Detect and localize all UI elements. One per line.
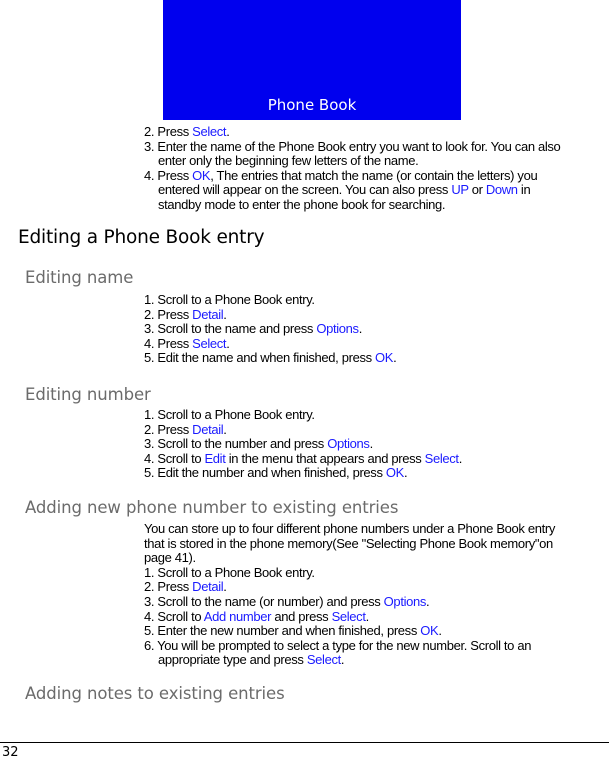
step: 1. Scroll to a Phone Book entry. <box>144 564 315 580</box>
key-label: Options <box>327 436 370 452</box>
step: 5. Edit the number and when finished, press OK. <box>144 465 408 481</box>
step: 4. Scroll to Add number and press Select. <box>144 608 369 624</box>
key-label: OK <box>375 350 394 366</box>
key-label: Detail <box>192 421 224 437</box>
step-continuation: standby mode to enter the phone book for searching. <box>158 196 446 212</box>
step: 4. Press Select. <box>144 335 230 351</box>
editing-name-steps <box>144 293 396 366</box>
key-label: OK <box>385 465 404 481</box>
subsection-title-adding-notes: Adding notes to existing entries <box>25 684 285 703</box>
step: 5. Enter the new number and when finished, press OK. <box>144 623 442 639</box>
step: 3. Scroll to the name and press Options. <box>144 321 362 337</box>
step: 3. Scroll to the number and press Options. <box>144 436 373 452</box>
search-steps <box>144 125 560 213</box>
subsection-title-editing-number: Editing number <box>25 385 151 404</box>
step-continuation: appropriate type and press Select. <box>158 652 345 668</box>
key-label: Select <box>331 608 366 624</box>
intro-line: page 41). <box>144 550 196 566</box>
key-label: OK <box>420 623 439 639</box>
step: 3. Enter the name of the Phone Book entry you want to look for. You can also <box>144 138 561 154</box>
subsection-title-adding-number: Adding new phone number to existing entries <box>25 498 399 517</box>
key-label: Edit <box>204 450 226 466</box>
step: 2. Press Detail. <box>144 421 227 437</box>
key-label: UP <box>451 182 469 198</box>
screen-title: Phone Book <box>267 96 357 114</box>
subsection-title-editing-name: Editing name <box>25 268 134 287</box>
intro-line: that is stored in the phone memory(See "Selecting Phone Book memory"on <box>144 535 553 551</box>
key-label: Add number <box>203 608 272 624</box>
key-label: Detail <box>192 306 224 322</box>
key-label: Select <box>192 335 227 351</box>
phone-screen-image <box>163 0 461 120</box>
intro-line: You can store up to four different phone numbers under a Phone Book entry <box>144 521 555 536</box>
step-continuation: entered will appear on the screen. You can also press UP or Down in <box>158 182 531 198</box>
step: 5. Edit the name and when finished, press OK. <box>144 350 397 366</box>
key-label: Down <box>485 182 518 198</box>
page-number: 32 <box>2 745 19 760</box>
key-label: Options <box>316 321 359 337</box>
step: 4. Press OK, The entries that match the name (or contain the letters) you <box>144 167 538 183</box>
step: 1. Scroll to a Phone Book entry. <box>144 407 315 422</box>
step: 6. You will be prompted to select a type for the new number. Scroll to an <box>144 637 532 653</box>
step: 3. Scroll to the name (or number) and press Options. <box>144 593 430 609</box>
key-label: Select <box>192 124 227 139</box>
step: 1. Scroll to a Phone Book entry. <box>144 292 315 307</box>
key-label: Select <box>424 450 459 466</box>
adding-number-content <box>144 522 555 668</box>
step-continuation: enter only the beginning few letters of the name. <box>158 153 419 169</box>
key-label: OK <box>192 167 211 183</box>
key-label: Select <box>306 652 341 668</box>
editing-number-steps <box>144 408 462 481</box>
key-label: Detail <box>192 579 224 595</box>
section-title: Editing a Phone Book entry <box>18 227 265 248</box>
footer-divider <box>0 742 609 743</box>
key-label: Options <box>383 593 427 609</box>
step: 4. Scroll to Edit in the menu that appears and press Select. <box>144 450 462 466</box>
step: 2. Press Select. <box>144 124 230 139</box>
step: 2. Press Detail. <box>144 306 227 322</box>
step: 2. Press Detail. <box>144 579 227 595</box>
